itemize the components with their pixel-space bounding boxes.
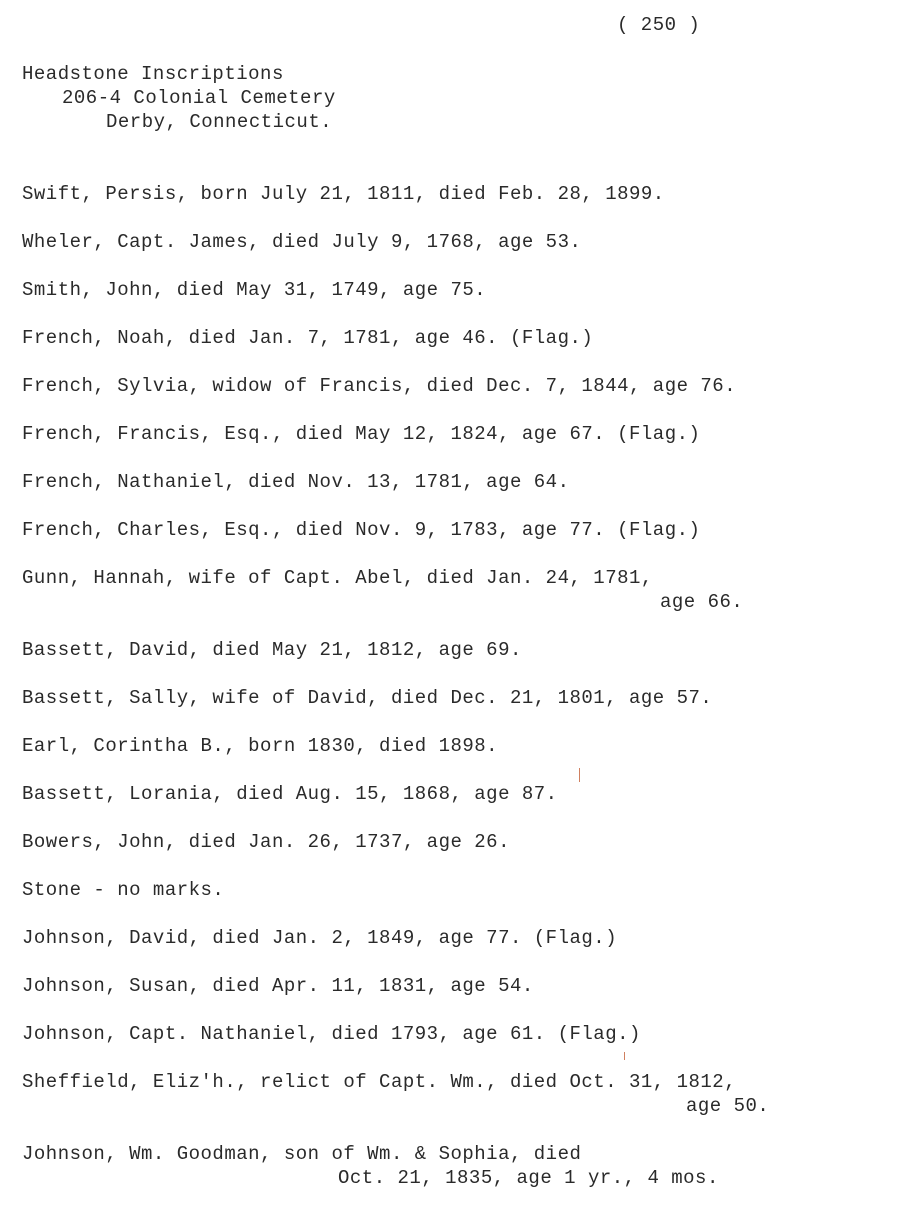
entry-text: French, Nathaniel, died Nov. 13, 1781, age 64. bbox=[22, 471, 570, 493]
entry-text: Johnson, Capt. Nathaniel, died 1793, age 61. (Flag.) bbox=[22, 1023, 641, 1045]
entry-text: Wheler, Capt. James, died July 9, 1768, age 53. bbox=[22, 231, 582, 253]
document-heading bbox=[22, 62, 336, 134]
entry-text: Gunn, Hannah, wife of Capt. Abel, died Jan. 24, 1781, bbox=[22, 567, 653, 589]
entry-continuation: Oct. 21, 1835, age 1 yr., 4 mos. bbox=[338, 1167, 719, 1189]
inscription-entry bbox=[22, 1142, 892, 1214]
heading-title: Headstone Inscriptions bbox=[22, 63, 284, 85]
entry-text: French, Charles, Esq., died Nov. 9, 1783, age 77. (Flag.) bbox=[22, 519, 701, 541]
heading-cemetery: 206-4 Colonial Cemetery bbox=[62, 87, 336, 109]
inscription-entry bbox=[22, 638, 892, 686]
entry-continuation: age 66. bbox=[660, 591, 744, 613]
inscription-entry bbox=[22, 278, 892, 326]
entry-text: French, Francis, Esq., died May 12, 1824, age 67. (Flag.) bbox=[22, 423, 701, 445]
entry-text: Bassett, Lorania, died Aug. 15, 1868, age 87. bbox=[22, 783, 558, 805]
inscription-entry bbox=[22, 734, 892, 782]
entry-text: Sheffield, Eliz'h., relict of Capt. Wm., died Oct. 31, 1812, bbox=[22, 1071, 737, 1093]
page-number: ( 250 ) bbox=[617, 14, 701, 36]
inscription-entry bbox=[22, 974, 892, 1022]
entry-text: Stone - no marks. bbox=[22, 879, 225, 901]
inscription-entry bbox=[22, 518, 892, 566]
inscription-entry bbox=[22, 686, 892, 734]
entry-text: French, Sylvia, widow of Francis, died Dec. 7, 1844, age 76. bbox=[22, 375, 737, 397]
entry-text: Swift, Persis, born July 21, 1811, died Feb. 28, 1899. bbox=[22, 183, 665, 205]
inscription-entry bbox=[22, 830, 892, 878]
inscription-entry bbox=[22, 566, 892, 638]
inscription-entry bbox=[22, 326, 892, 374]
inscription-entry bbox=[22, 926, 892, 974]
entry-text: Bassett, David, died May 21, 1812, age 69. bbox=[22, 639, 522, 661]
entry-text: Smith, John, died May 31, 1749, age 75. bbox=[22, 279, 487, 301]
inscription-entry bbox=[22, 470, 892, 518]
entry-text: Johnson, Susan, died Apr. 11, 1831, age 54. bbox=[22, 975, 534, 997]
entry-continuation: age 50. bbox=[686, 1095, 770, 1117]
entry-text: Bowers, John, died Jan. 26, 1737, age 26. bbox=[22, 831, 510, 853]
entry-text: Johnson, Wm. Goodman, son of Wm. & Sophia, died bbox=[22, 1143, 582, 1165]
entry-text: Johnson, David, died Jan. 2, 1849, age 77. (Flag.) bbox=[22, 927, 618, 949]
entry-text: Bassett, Sally, wife of David, died Dec. 21, 1801, age 57. bbox=[22, 687, 713, 709]
pencil-mark bbox=[624, 1052, 625, 1060]
inscription-entry bbox=[22, 782, 892, 830]
inscription-entry bbox=[22, 230, 892, 278]
inscription-entry bbox=[22, 182, 892, 230]
inscription-entry bbox=[22, 878, 892, 926]
entry-text: French, Noah, died Jan. 7, 1781, age 46. (Flag.) bbox=[22, 327, 594, 349]
heading-location: Derby, Connecticut. bbox=[106, 111, 333, 133]
pencil-mark bbox=[579, 768, 580, 782]
inscription-entry bbox=[22, 1070, 892, 1142]
entry-text: Earl, Corintha B., born 1830, died 1898. bbox=[22, 735, 499, 757]
inscription-list bbox=[22, 182, 892, 1214]
inscription-entry bbox=[22, 1022, 892, 1070]
inscription-entry bbox=[22, 374, 892, 422]
inscription-entry bbox=[22, 422, 892, 470]
